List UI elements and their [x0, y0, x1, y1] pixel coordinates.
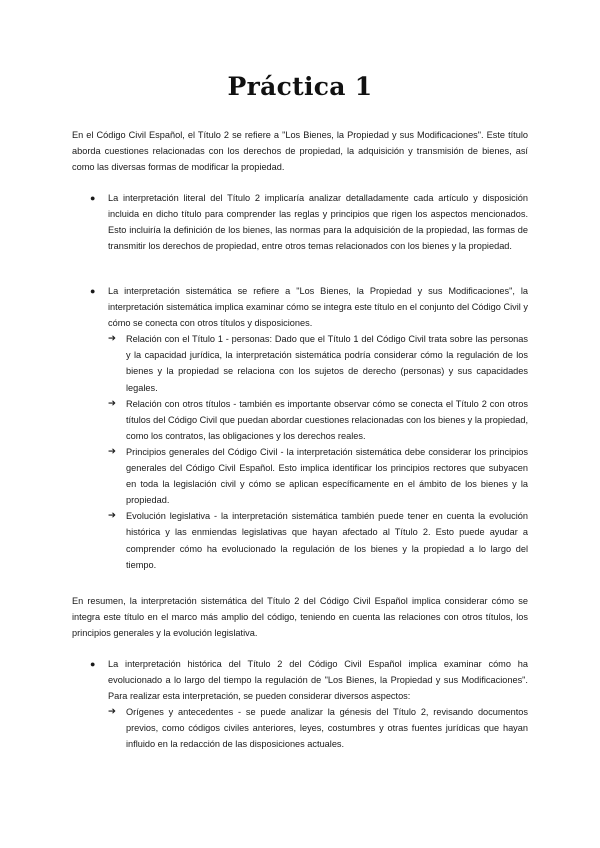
- intro-paragraph: En el Código Civil Español, el Título 2 se refiere a "Los Bienes, la Propiedad y sus Modificaciones". Este título aborda cuestiones relacionadas con los derechos de propiedad, la adquisición y transmisión de bienes, así como las diversas formas de modificar la propiedad.: [72, 130, 528, 173]
- page-title: Práctica 1: [227, 72, 373, 101]
- bullet-text: La interpretación histórica del Título 2 del Código Civil Español implica examinar cómo ha evolucionado a lo largo del tiempo la regulación de "Los Bienes, la Propiedad y sus Modificaciones". Para realizar esta interpretación, se pueden considerar diversos aspectos:: [108, 659, 528, 702]
- bullet-dot-icon: ●: [90, 193, 96, 203]
- arrow-right-icon: ➔: [108, 397, 116, 409]
- bullet-dot-icon: ●: [90, 286, 96, 296]
- arrow-right-icon: ➔: [108, 333, 116, 345]
- sub-item-text: Principios generales del Código Civil - la interpretación sistemática debe considerar los principios generales del Código Civil Español. Esto implica identificar los principios rectores que subyacen en toda la legislación civil y cómo se aplican específicamente en el ámbito de los bienes y la propiedad.: [126, 446, 528, 506]
- sub-item-text: Relación con otros títulos - también es importante observar cómo se conecta el Título 2 con otros títulos del Código Civil que puedan abordar cuestiones relacionadas con los bienes y la propiedad, como los contratos, las obligaciones y los derechos reales.: [126, 398, 528, 441]
- sub-item-general-principles: [108, 444, 528, 508]
- bullet-text: La interpretación literal del Título 2 implicaría analizar detalladamente cada artículo y disposición incluida en dicho título para comprender las reglas y principios que rigen los aspectos mencionados. Esto incluiría la definición de los bienes, las normas para la adquisición de la propiedad, las formas de transmitir los derechos de propiedad, entre otros temas relacionados con los bienes y la propiedad.: [108, 193, 528, 252]
- bullet-dot-icon: ●: [90, 659, 96, 669]
- bullet-text: La interpretación sistemática se refiere a "Los Bienes, la Propiedad y sus Modificaciones", la interpretación sistemática implica examinar cómo se integra este título en el conjunto del Código Civil y cómo se conecta con otros títulos y disposiciones.: [108, 286, 528, 329]
- arrow-right-icon: ➔: [108, 706, 116, 718]
- arrow-right-icon: ➔: [108, 445, 116, 457]
- sub-item-origins: [108, 704, 528, 752]
- sub-item-relation-title-1: [108, 331, 528, 395]
- summary-paragraph: En resumen, la interpretación sistemática del Título 2 del Código Civil Español implica considerar cómo se integra este título en el marco más amplio del código, teniendo en cuenta las relaciones con otros títulos, los principios generales y la evolución legislativa.: [72, 596, 528, 639]
- sub-item-relation-other-titles: [108, 396, 528, 444]
- sub-item-text: Evolución legislativa - la interpretación sistemática también puede tener en cuenta la evolución histórica y las enmiendas legislativas que hayan afectado al Título 2. Esto puede ayudar a comprender cómo ha evolucionado la regulación de los bienes y la propiedad a lo largo del tiempo.: [126, 511, 528, 570]
- bullet-historical-interpretation: [90, 656, 528, 753]
- sub-item-text: Relación con el Título 1 - personas: Dado que el Título 1 del Código Civil trata sobre las personas y la capacidad jurídica, la interpretación sistemática podría considerar cómo la regulación de los bienes y la propiedad se relaciona con los sujetos de derecho (personas) y sus capacidades legales.: [126, 334, 528, 393]
- sub-item-legislative-evolution: [108, 508, 528, 572]
- bullet-literal-interpretation: [90, 190, 528, 254]
- sub-item-text: Orígenes y antecedentes - se puede analizar la génesis del Título 2, revisando documentos previos, como códigos civiles anteriores, leyes, costumbres y otras fuentes jurídicas que hayan influido en la redacción de las disposiciones actuales.: [126, 707, 528, 750]
- arrow-right-icon: ➔: [108, 510, 116, 522]
- bullet-systematic-interpretation: [90, 283, 528, 573]
